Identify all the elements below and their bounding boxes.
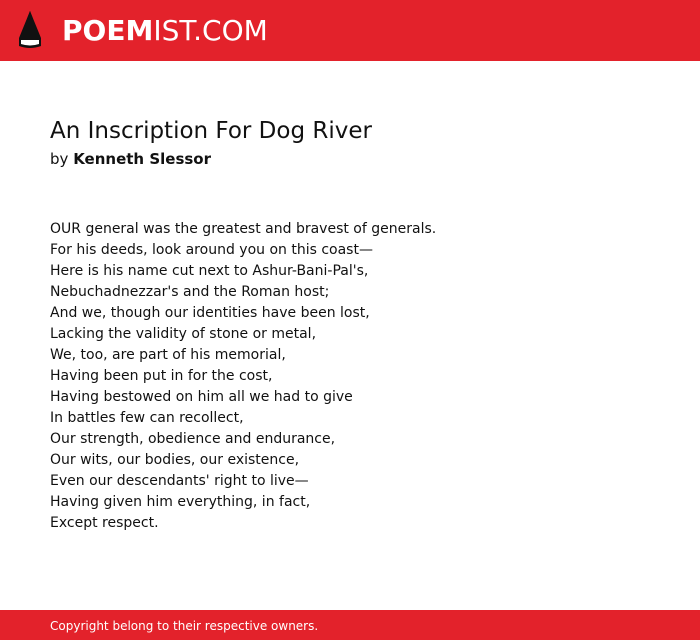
logo-light-text: IST.COM	[153, 14, 268, 47]
poem-line: In battles few can recollect,	[50, 410, 244, 426]
poem-line: Here is his name cut next to Ashur-Bani-Pal's,	[50, 263, 369, 279]
site-logo[interactable]	[62, 13, 268, 49]
copyright-notice: Copyright belong to their respective owners.	[50, 619, 319, 633]
poem-line: Our strength, obedience and endurance,	[50, 431, 336, 447]
poem-line: Our wits, our bodies, our existence,	[50, 452, 300, 468]
poem-line: Even our descendants' right to live—	[50, 473, 309, 489]
poem-line: OUR general was the greatest and bravest of generals.	[50, 221, 437, 237]
poem-line: For his deeds, look around you on this coast—	[50, 242, 373, 258]
author-name: Kenneth Slessor	[73, 150, 211, 168]
poem-line: Lacking the validity of stone or metal,	[50, 326, 317, 342]
poem-line: And we, though our identities have been lost,	[50, 305, 370, 321]
poem-title: An Inscription For Dog River	[50, 118, 372, 144]
poem-line: Having given him everything, in fact,	[50, 494, 311, 510]
by-label: by	[50, 150, 69, 168]
footer-bar	[0, 610, 700, 640]
logo-bold-text: POEM	[62, 14, 154, 47]
header-bar	[0, 0, 700, 61]
pencil-tip-icon[interactable]	[17, 10, 43, 50]
poem-line: Nebuchadnezzar's and the Roman host;	[50, 284, 330, 300]
byline	[50, 149, 211, 169]
poem-line: We, too, are part of his memorial,	[50, 347, 286, 363]
poem-body	[50, 219, 436, 534]
poem-line: Having been put in for the cost,	[50, 368, 273, 384]
poem-line: Except respect.	[50, 515, 159, 531]
poem-line: Having bestowed on him all we had to give	[50, 389, 353, 405]
